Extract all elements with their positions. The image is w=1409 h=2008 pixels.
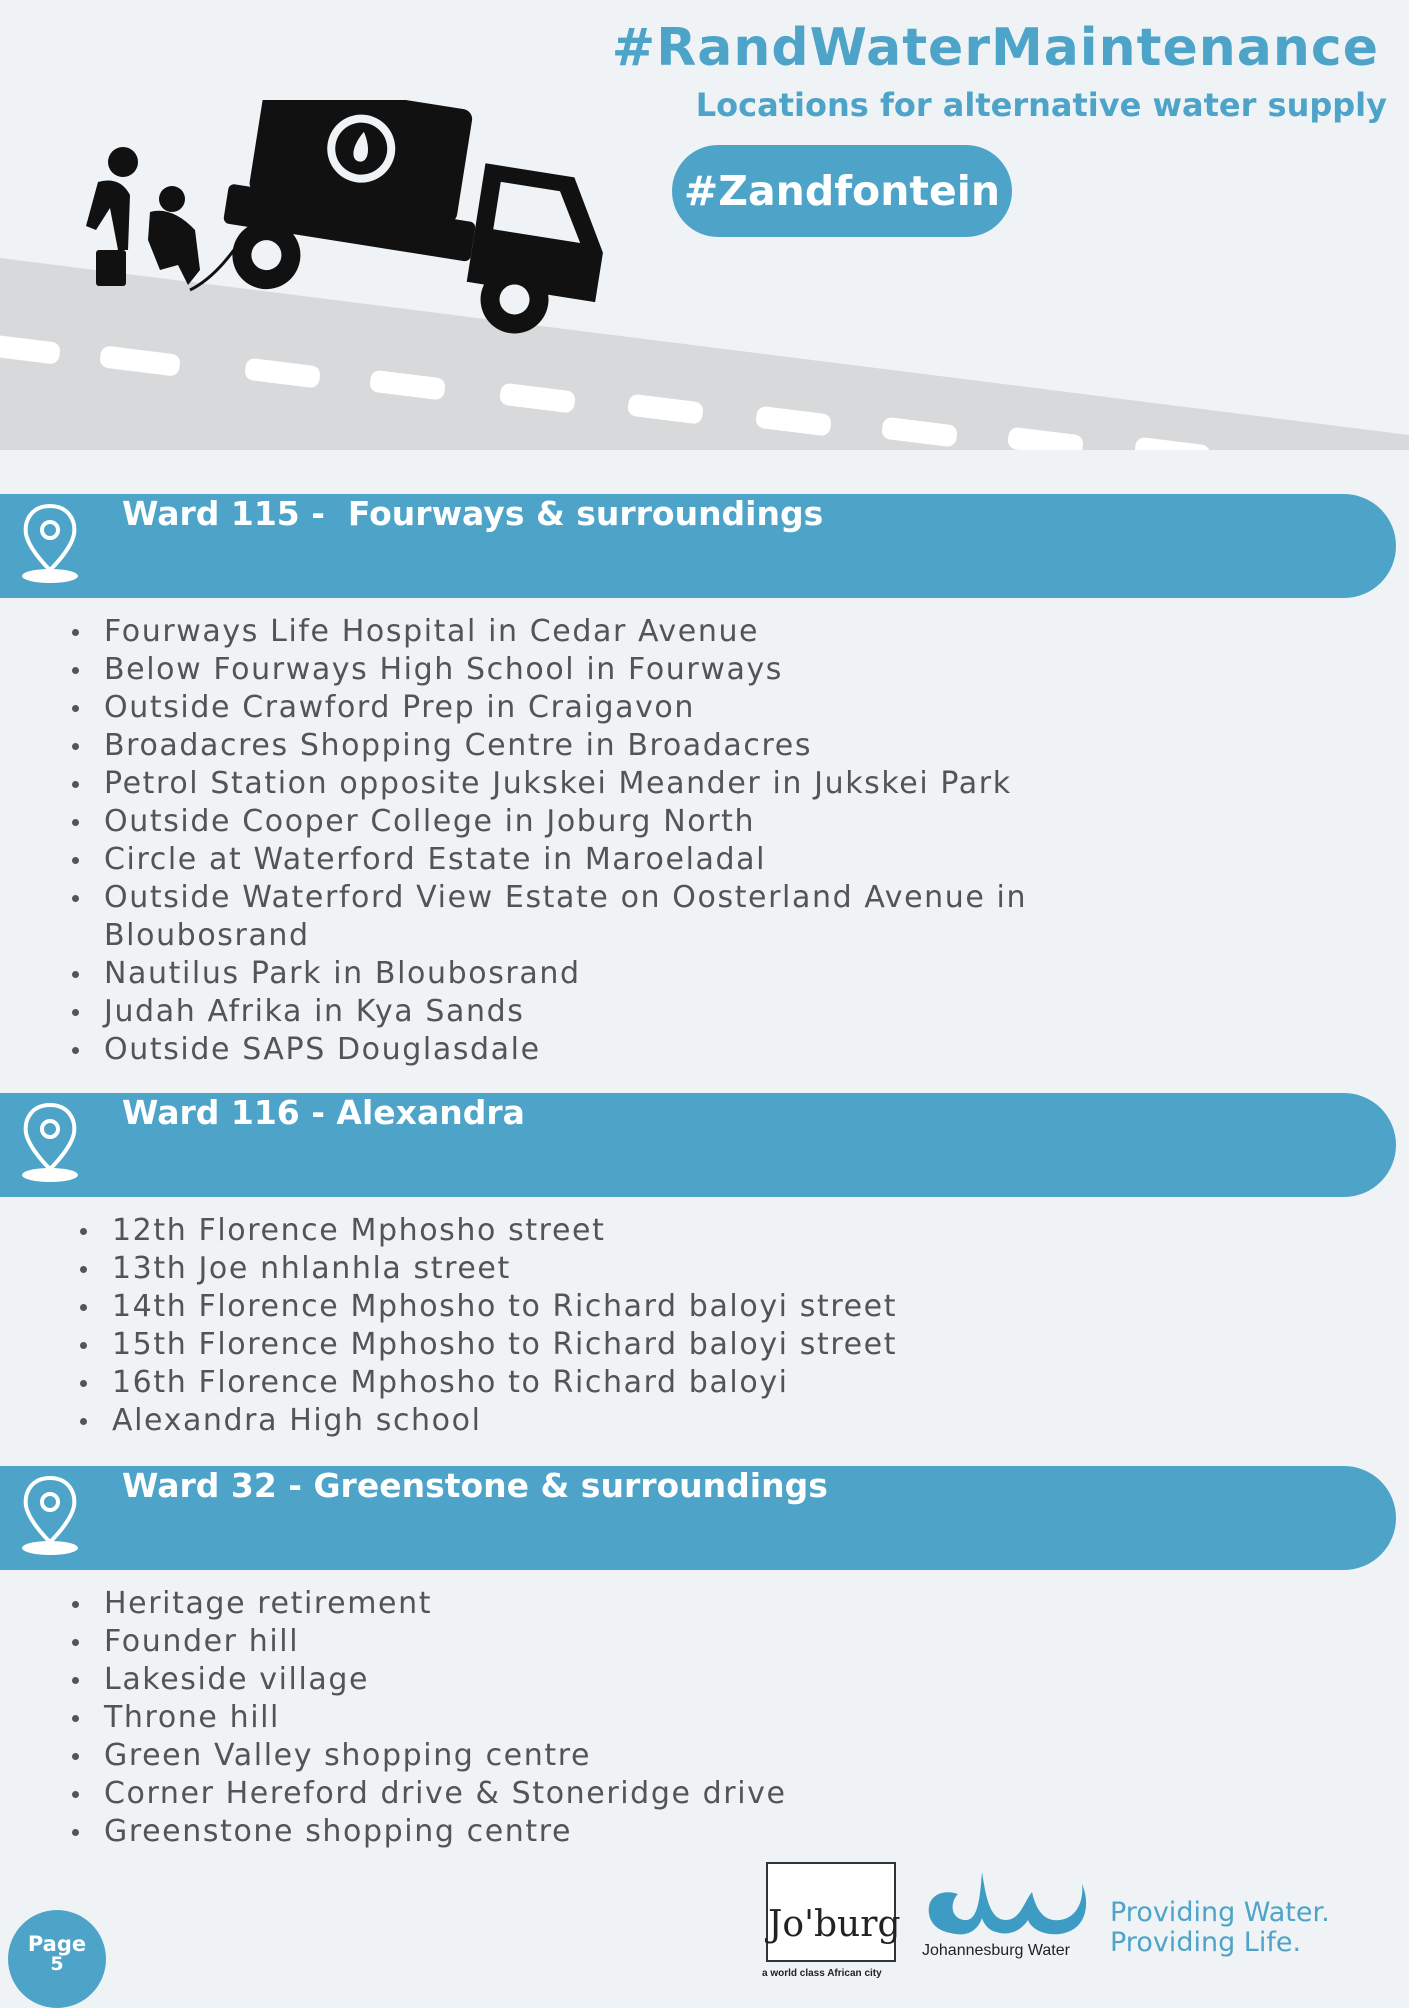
slogan-line-2: Providing Life. <box>1110 1927 1302 1958</box>
list-item: 13th Joe nhlanhla street <box>112 1250 1112 1288</box>
ward-115-locations <box>64 613 1104 1069</box>
list-item: Below Fourways High School in Fourways <box>104 651 1104 689</box>
list-item: 16th Florence Mphosho to Richard baloyi <box>112 1364 1112 1402</box>
list-item: Outside SAPS Douglasdale <box>104 1031 1104 1069</box>
johannesburg-water-name: Johannesburg Water <box>922 1942 1070 1959</box>
ward-116-locations <box>72 1212 1112 1440</box>
list-item: Outside Crawford Prep in Craigavon <box>104 689 1104 727</box>
joburg-tagline: a world class African city <box>762 1968 882 1979</box>
list-item: Lakeside village <box>104 1661 1104 1699</box>
slogan-line-1: Providing Water. <box>1110 1897 1330 1928</box>
ward-title: Ward 115 - Fourways & surroundings <box>122 494 824 533</box>
page-subtitle: Locations for alternative water supply <box>695 86 1387 124</box>
list-item: Alexandra High school <box>112 1402 1112 1440</box>
ward-title: Ward 116 - Alexandra <box>122 1093 525 1132</box>
water-wave-icon <box>920 1858 1095 1942</box>
list-item: Circle at Waterford Estate in Maroeladal <box>104 841 1104 879</box>
water-truck-illustration <box>0 100 1409 450</box>
list-item: 14th Florence Mphosho to Richard baloyi street <box>112 1288 1112 1326</box>
location-pin-icon <box>18 1099 82 1185</box>
slogan <box>1110 1898 1330 1958</box>
list-item: Outside Waterford View Estate on Oosterland Avenue in Bloubosrand <box>104 879 1104 955</box>
list-item: Corner Hereford drive & Stoneridge drive <box>104 1775 1104 1813</box>
ward-title: Ward 32 - Greenstone & surroundings <box>122 1466 828 1505</box>
list-item: Green Valley shopping centre <box>104 1737 1104 1775</box>
list-item: Outside Cooper College in Joburg North <box>104 803 1104 841</box>
list-item: Fourways Life Hospital in Cedar Avenue <box>104 613 1104 651</box>
ward-header-115 <box>0 494 1396 598</box>
area-tag: #Zandfontein <box>672 145 1012 237</box>
list-item: 12th Florence Mphosho street <box>112 1212 1112 1250</box>
page-number: 5 <box>50 1953 64 1975</box>
list-item: Broadacres Shopping Centre in Broadacres <box>104 727 1104 765</box>
joburg-logo <box>762 1862 902 1982</box>
ward-header-32 <box>0 1466 1396 1570</box>
list-item: Judah Afrika in Kya Sands <box>104 993 1104 1031</box>
location-pin-icon <box>18 1472 82 1558</box>
list-item: 15th Florence Mphosho to Richard baloyi street <box>112 1326 1112 1364</box>
list-item: Founder hill <box>104 1623 1104 1661</box>
list-item: Petrol Station opposite Jukskei Meander in Jukskei Park <box>104 765 1104 803</box>
joburg-logo-text: Jo'burg <box>768 1904 901 1945</box>
location-pin-icon <box>18 500 82 586</box>
list-item: Greenstone shopping centre <box>104 1813 1104 1851</box>
ward-32-locations <box>64 1585 1104 1851</box>
page-label: Page <box>27 1932 87 1956</box>
johannesburg-water-logo <box>920 1858 1095 1958</box>
list-item: Heritage retirement <box>104 1585 1104 1623</box>
page-number-badge <box>8 1910 106 2008</box>
joburg-logo-box <box>766 1862 901 1962</box>
list-item: Nautilus Park in Bloubosrand <box>104 955 1104 993</box>
ward-header-116 <box>0 1093 1396 1197</box>
campaign-hashtag: #RandWaterMaintenance <box>611 18 1379 78</box>
list-item: Throne hill <box>104 1699 1104 1737</box>
